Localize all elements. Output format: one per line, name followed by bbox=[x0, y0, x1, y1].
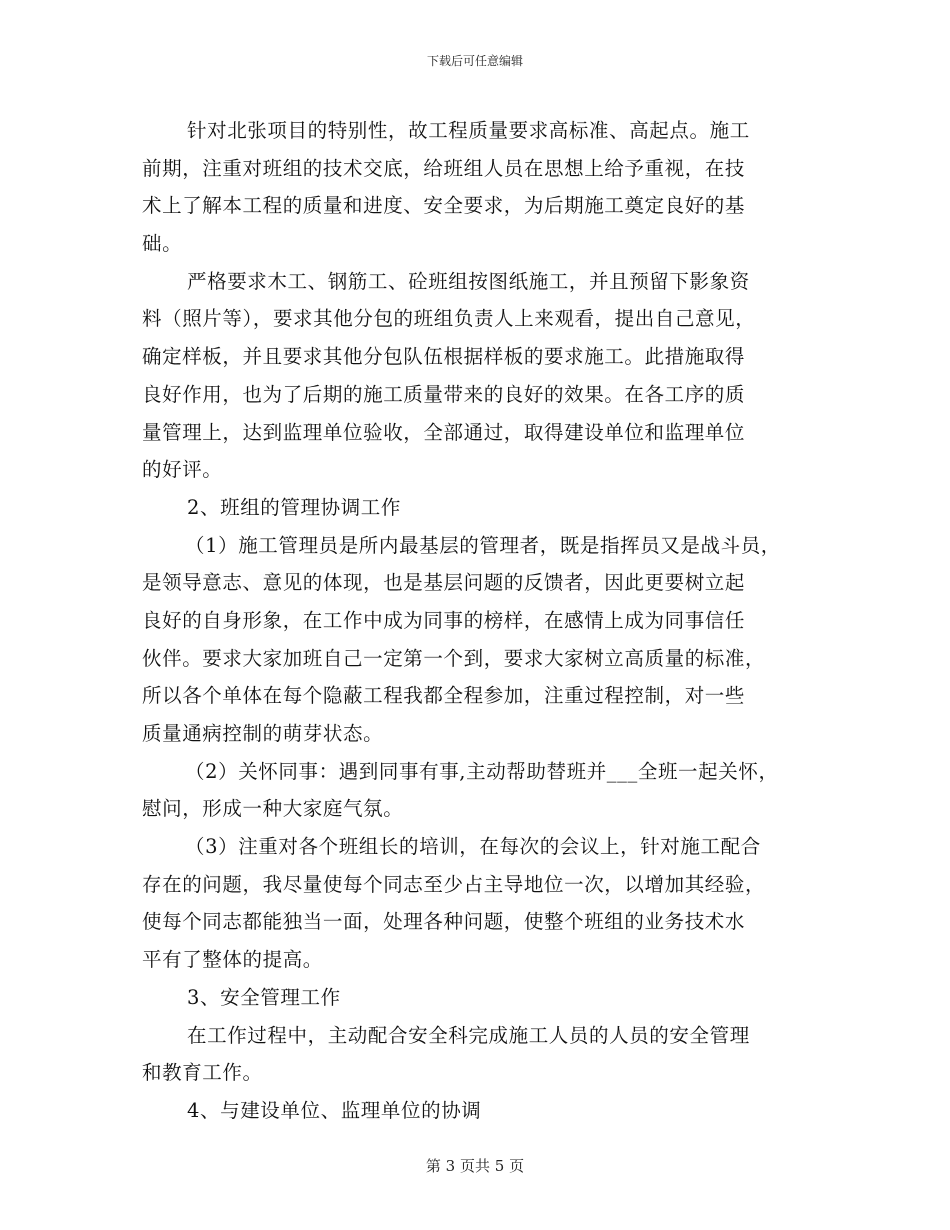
paragraph-line: 良好作用，也为了后期的施工质量带来的良好的效果。在各工序的质 bbox=[142, 382, 746, 406]
paragraph-line: 的好评。 bbox=[142, 458, 223, 482]
paragraph-line: 量管理上，达到监理单位验收，全部通过，取得建设单位和监理单位 bbox=[142, 420, 746, 444]
page-header: 下载后可任意编辑 bbox=[426, 54, 523, 68]
paragraph-line: 严格要求木工、钢筋工、砼班组按图纸施工，并且预留下影象资 bbox=[187, 269, 750, 293]
paragraph-line: 平有了整体的提高。 bbox=[142, 948, 323, 972]
paragraph-line: 前期，注重对班组的技术交底，给班组人员在思想上给予重视，在技 bbox=[142, 156, 746, 180]
paragraph-line: 使每个同志都能独当一面，处理各种问题，使整个班组的业务技术水 bbox=[142, 910, 746, 934]
paragraph-line: 伙伴。要求大家加班自己一定第一个到，要求大家树立高质量的标准， bbox=[142, 646, 766, 670]
paragraph-line: （1）施工管理员是所内最基层的管理者，既是指挥员又是战斗员， bbox=[185, 533, 781, 557]
document-body bbox=[142, 112, 822, 1130]
paragraph-line: 所以各个单体在每个隐蔽工程我都全程参加，注重过程控制，对一些 bbox=[142, 684, 746, 708]
paragraph-line: 和教育工作。 bbox=[142, 1061, 263, 1085]
section-heading: 3、安全管理工作 bbox=[187, 985, 341, 1009]
paragraph-line: 慰问，形成一种大家庭气氛。 bbox=[142, 797, 404, 821]
paragraph-line: 术上了解本工程的质量和进度、安全要求，为后期施工奠定良好的基 bbox=[142, 194, 746, 218]
paragraph-line: 础。 bbox=[142, 232, 183, 256]
paragraph-line: 良好的自身形象，在工作中成为同事的榜样，在感情上成为同事信任 bbox=[142, 608, 746, 632]
section-heading: 2、班组的管理协调工作 bbox=[187, 495, 402, 519]
paragraph-line: 确定样板，并且要求其他分包队伍根据样板的要求施工。此措施取得 bbox=[142, 345, 746, 369]
paragraph-line: 存在的问题，我尽量使每个同志至少占主导地位一次，以增加其经验， bbox=[142, 872, 766, 896]
paragraph-line: 在工作过程中，主动配合安全科完成施工人员的人员的安全管理 bbox=[187, 1023, 750, 1047]
paragraph-line: 料（照片等），要求其他分包的班组负责人上来观看，提出自己意见， bbox=[142, 307, 756, 331]
paragraph-line: 是领导意志、意见的体现，也是基层问题的反馈者，因此更要树立起 bbox=[142, 571, 746, 595]
page-footer: 第 3 页共 5 页 bbox=[425, 1157, 525, 1175]
paragraph-line: 质量通病控制的萌芽状态。 bbox=[142, 722, 384, 745]
paragraph-line: （3）注重对各个班组长的培训，在每次的会议上，针对施工配合 bbox=[185, 835, 761, 859]
paragraph-line: （2）关怀同事：遇到同事有事,主动帮助替班并___全班一起关怀， bbox=[185, 759, 779, 783]
paragraph-line: 针对北张项目的特别性，故工程质量要求高标准、高起点。施工 bbox=[187, 119, 750, 142]
section-heading: 4、与建设单位、监理单位的协调 bbox=[187, 1098, 482, 1122]
